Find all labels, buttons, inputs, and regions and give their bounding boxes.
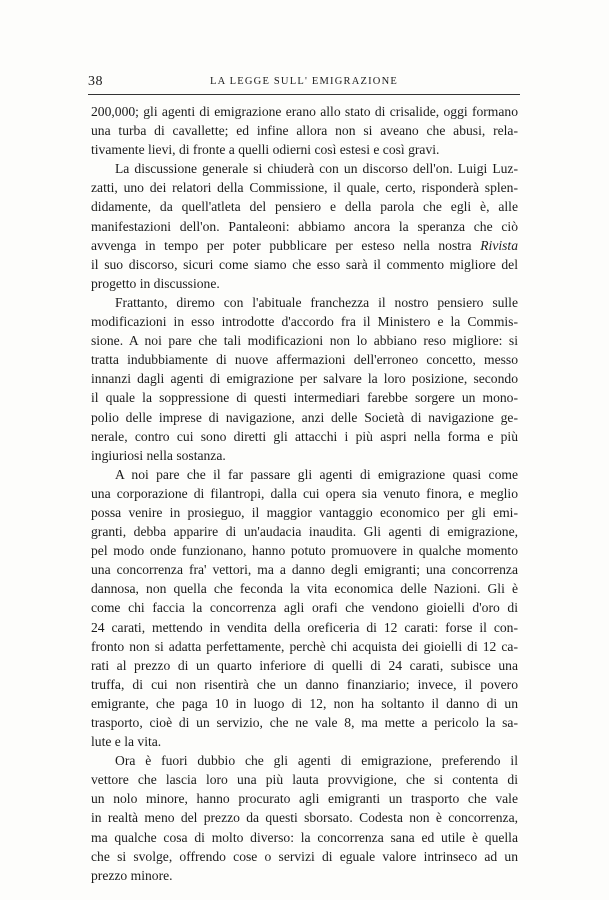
- page-header: [88, 74, 520, 92]
- text-line: rati al prezzo di un quarto inferiore di quelli di 24 carati, subisce una: [91, 657, 518, 673]
- text-line: Frattanto, diremo con l'abituale franchezza il nostro pensiero sulle: [115, 294, 518, 310]
- text-line: una concorrenza fra' vettori, ma a danno degli emigranti; una concorrenza: [91, 562, 518, 578]
- text-line: Ora è fuori dubbio che gli agenti di emigrazione, preferendo il: [115, 753, 518, 769]
- text-line: vettore che lascia loro una più lauta provvigione, che si contenta di: [91, 772, 518, 788]
- page-number: 38: [88, 74, 103, 89]
- text-line: il suo discorso, sicuri come siamo che esso sarà il commento migliore del: [91, 256, 518, 272]
- text-line: avvenga in tempo per poter pubblicare per esteso nella nostra Rivista: [91, 237, 518, 253]
- text-line: innanzi dagli agenti di emigrazione per salvare la loro posizione, secondo: [91, 371, 518, 387]
- text-line: possa venire in prosieguo, il maggior vantaggio economico per gli emi-: [91, 504, 518, 520]
- text-line: una turba di cavallette; ed infine allora non si aveano che abusi, rela-: [91, 123, 518, 139]
- text-line: ingiuriosi nella sostanza.: [91, 447, 226, 463]
- text-line: progetto in discussione.: [91, 275, 220, 291]
- text-line: trasporto, cioè di un servizio, che ne vale 8, ma mette a pericolo la sa-: [91, 715, 518, 730]
- text-line: tivamente lievi, di fronte a quelli odierni così estesi e così gravi.: [91, 142, 440, 158]
- text-line: truffa, di cui non risentirà che un danno finanziario; invece, il povero: [91, 676, 518, 692]
- body-text: [91, 102, 518, 885]
- text-line: prezzo minore.: [91, 867, 173, 883]
- text-line: sione. A noi pare che tali modificazioni non lo abbiano reso migliore: si: [91, 333, 518, 349]
- header-rule: [88, 94, 520, 95]
- text-line: fronto non si adatta perfettamente, perchè chi acquista dei gioielli di 12 ca-: [91, 638, 518, 654]
- text-line: come chi faccia la concorrenza agli orafi che vendono gioielli d'oro di: [91, 600, 518, 616]
- text-line: lute e la vita.: [91, 734, 162, 750]
- text-line: dannosa, non quella che feconda la vita economica delle Nazioni. Gli è: [91, 581, 518, 597]
- text-line: un nolo minore, hanno procurato agli emigranti un trasporto che vale: [91, 791, 518, 807]
- text-line: in realtà meno del prezzo da questi sborsato. Codesta non è concorrenza,: [91, 810, 518, 826]
- text-line: La discussione generale si chiuderà con un discorso dell'on. Luigi Luz-: [115, 161, 518, 177]
- text-line: nerale, contro cui sono diretti gli attacchi i più aspri nella forma e più: [91, 428, 518, 444]
- text-line: 24 carati, mettendo in vendita della oreficeria di 12 carati: forse il con-: [91, 619, 518, 635]
- text-line: modificazioni in esso introdotte d'accordo fra il Ministero e la Commis-: [91, 314, 518, 330]
- text-line: didamente, da quell'atleta del pensiero e della parola che egli è, alle: [91, 199, 518, 215]
- text-line: una corporazione di filantropi, dalla cui opera sia venuto finora, e meglio: [91, 485, 518, 501]
- running-title: LA LEGGE SULL' EMIGRAZIONE: [210, 76, 398, 87]
- text-line: tratta indubbiamente di nuove affermazioni dell'erroneo concetto, messo: [91, 352, 518, 368]
- text-line: pel modo onde funzionano, hanno potuto promuovere in qualche momento: [91, 543, 518, 559]
- text-line: polio delle imprese di navigazione, anzi delle Società di navigazione ge-: [91, 409, 518, 425]
- text-line: A noi pare che il far passare gli agenti di emigrazione quasi come: [115, 466, 518, 482]
- text-line: il quale la soppressione di questi intermediari farebbe sorgere un mono-: [91, 390, 518, 406]
- text-line: zatti, uno dei relatori della Commissione, il quale, certo, risponderà splen-: [91, 180, 518, 196]
- text-line: manifestazioni dell'on. Pantaleoni: abbiamo ancora la speranza che ciò: [91, 218, 518, 234]
- text-line: 200,000; gli agenti di emigrazione erano allo stato di crisalide, oggi formano: [91, 104, 518, 119]
- text-line: emigrante, che paga 10 in luogo di 12, non ha soltanto il danno di un: [91, 695, 518, 711]
- text-line: che si svolge, offrendo cose o servizi di eguale valore intrinseco ad un: [91, 848, 518, 864]
- text-line: ma qualche cosa di molto diverso: la concorrenza sana ed utile è quella: [91, 829, 518, 845]
- text-line: granti, debba apparire di un'audacia inaudita. Gli agenti di emigrazione,: [91, 524, 518, 540]
